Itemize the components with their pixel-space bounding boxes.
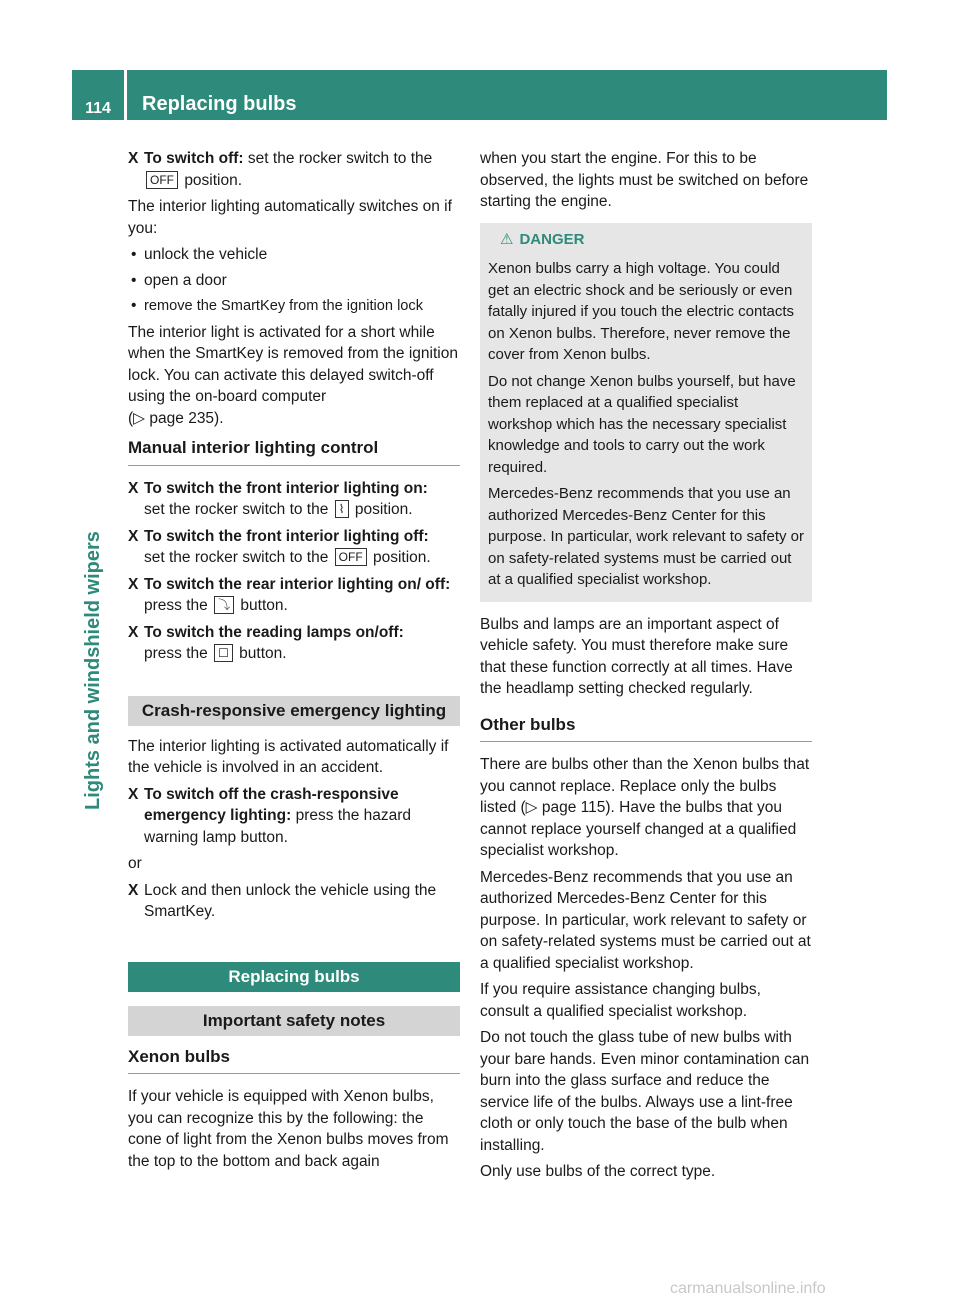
- danger-title: ⚠ DANGER: [500, 229, 804, 251]
- paragraph: If you require assistance changing bulbs, consult a qualified specialist workshop.: [480, 981, 761, 1020]
- step-text-after: position.: [184, 171, 243, 189]
- heading-manual-lighting: Manual interior lighting control: [128, 437, 460, 466]
- step-arrow-icon: X: [128, 785, 139, 803]
- step-arrow-icon: X: [128, 527, 139, 545]
- list-item: • unlock the vehicle: [131, 246, 268, 263]
- paragraph-crash: The interior lighting is activated automatically if the vehicle is involved in an accident.: [128, 737, 449, 776]
- step-arrow-icon: X: [128, 479, 139, 497]
- page-ref-icon: ▷: [133, 409, 146, 427]
- heading-other-bulbs: Other bulbs: [480, 714, 812, 743]
- left-column: [128, 148, 460, 1177]
- step-reading-lamps: X To switch the reading lamps on/off: press the ☐ button.: [128, 623, 404, 662]
- step-text: set the rocker switch to the: [247, 150, 433, 167]
- rocker-off-icon: OFF: [335, 548, 367, 566]
- paragraph-continued: when you start the engine. For this to be observed, the lights must be switched on before starting the engine.: [480, 150, 809, 210]
- paragraph-bulbs-safety: Bulbs and lamps are an important aspect of vehicle safety. You must therefore make sure that these function correctly at all times. Have the headlamp setting checked regularly.: [480, 615, 793, 697]
- right-column: [480, 148, 812, 1188]
- paragraph: Do not touch the glass tube of new bulbs with your bare hands. Even minor contamination can burn into the glass surface and reduce the service life of the bulbs. Always use a lint-free cloth or only touch the base of the bulb when installing.: [480, 1029, 810, 1154]
- page-title: Replacing bulbs: [142, 93, 297, 115]
- step-front-off: X To switch the front interior lighting off: set the rocker switch to the OFF position.: [128, 527, 431, 566]
- step-arrow-icon: X: [128, 150, 139, 167]
- step-arrow-icon: X: [128, 575, 139, 593]
- paragraph-other-bulbs: There are bulbs other than the Xenon bulbs that you cannot replace. Replace only the bulbs listed (▷ page 115). Have the bulbs that you cannot replace yourself changed at a qualified specialist workshop.: [480, 756, 810, 859]
- paragraph-intro: The interior lighting automatically switches on if you:: [128, 198, 452, 237]
- paragraph: Mercedes-Benz recommends that you use an authorized Mercedes-Benz Center for this purpose. In particular, work relevant to safety or on safety-related systems must be carried out at a qualified specialist workshop.: [480, 868, 811, 972]
- footer-watermark: carmanualsonline.info: [670, 1280, 826, 1297]
- side-chapter-label: Lights and windshield wipers: [82, 531, 104, 810]
- danger-paragraph: Do not change Xenon bulbs yourself, but have them replaced at a qualified specialist workshop which has the necessary specialist knowledge and tools to carry out the work required.: [488, 372, 796, 476]
- danger-box: [480, 223, 812, 602]
- paragraph: Only use bulbs of the correct type.: [480, 1163, 716, 1180]
- heading-xenon-bulbs: Xenon bulbs: [128, 1046, 460, 1075]
- danger-paragraph: Xenon bulbs carry a high voltage. You could get an electric shock and be seriously or even fatally injured if you touch the electric contacts on Xenon bulbs. Therefore, never remove the cover from Xenon bulbs.: [488, 260, 794, 363]
- danger-paragraph: Mercedes-Benz recommends that you use an authorized Mercedes-Benz Center for this purpose. In particular, work relevant to safety or on safety-related systems must be carried out at a qualified specialist workshop.: [488, 485, 804, 588]
- reading-lamp-icon: ☐: [214, 644, 233, 662]
- step-switch-off: [128, 148, 460, 191]
- step-crash-off: X To switch off the crash-responsive emergency lighting: press the hazard warning lamp button.: [128, 785, 412, 846]
- header-separator: [124, 70, 127, 120]
- paragraph-delay: The interior light is activated for a short while when the SmartKey is removed from the ignition lock. You can activate this delayed switch-off using the on-board computer (▷ page 235).: [128, 323, 458, 427]
- step-front-on: X To switch the front interior lighting on: set the rocker switch to the ⌇ position.: [128, 479, 428, 518]
- page-ref-icon: ▷: [525, 799, 538, 816]
- section-safety-notes: Important safety notes: [128, 1006, 460, 1036]
- rear-light-icon: ⤵: [214, 596, 234, 614]
- step-label: To switch off:: [144, 150, 244, 167]
- step-arrow-icon: X: [128, 623, 139, 641]
- warning-triangle-icon: ⚠: [500, 230, 514, 248]
- page-number: 114: [85, 100, 111, 117]
- list-item: • remove the SmartKey from the ignition lock: [131, 297, 424, 314]
- list-item: • open a door: [131, 271, 227, 289]
- step-rear-lighting: X To switch the rear interior lighting on/ off: press the ⤵ button.: [128, 575, 451, 614]
- rocker-off-icon: OFF: [146, 171, 178, 189]
- rocker-on-icon: ⌇: [335, 500, 349, 518]
- section-replacing-bulbs: Replacing bulbs: [128, 962, 460, 992]
- step-lock-unlock: X Lock and then unlock the vehicle using the SmartKey.: [128, 881, 437, 920]
- section-crash-lighting: Crash-responsive emergency lighting: [128, 696, 460, 726]
- paragraph-xenon: If your vehicle is equipped with Xenon bulbs, you can recognize this by the following: the cone of light from the Xenon bulbs moves from the top to the bottom and back again: [128, 1088, 449, 1170]
- or-text: or: [128, 855, 142, 872]
- step-arrow-icon: X: [128, 881, 139, 899]
